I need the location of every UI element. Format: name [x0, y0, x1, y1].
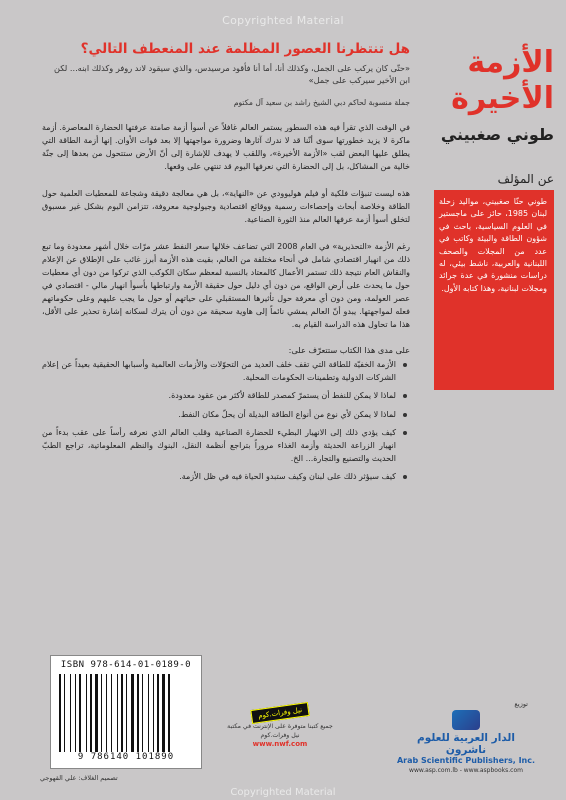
publisher-block	[396, 700, 536, 774]
barcode-bar	[70, 674, 71, 752]
barcode-bar	[117, 674, 118, 752]
barcode-bar	[86, 674, 87, 752]
publisher-logo-icon	[452, 710, 480, 730]
list-item: الأزمة الخفيّة للطاقة التي تقف خلف العديد من التحوّلات والأزمات العالمية وأسبابها الحقيقية بعيداً عن إعلام الشركات الدولية وتطمينات الحكومات المحلية.	[42, 359, 396, 384]
barcode-bar	[111, 674, 112, 752]
barcode-bar	[90, 674, 92, 752]
quote-attribution: جملة منسوبة لحاكم دبي الشيخ راشد بن سعيد آل مكتوم	[233, 98, 410, 107]
author-name: طوني صغبيني	[440, 125, 554, 144]
list-item: لماذا لا يمكن للنفط أن يستمرّ كمصدر للطاقة لأكثر من عقود معدودة.	[42, 390, 396, 403]
paragraph-1: في الوقت الذي تقرأ فيه هذه السطور يستمر العالم غافلاً عن أسوأ أزمة صامتة عرفتها الحضارة المعاصرة. أزمة ماكرة لا يزيد خطورتها سوى أنّنا قد لا ندرك آثارها وضرورة مواجهتها إلا بعد فوات الأوان. إنها أزمة الطاقة التي يطلق عليها البعض لقب «الأزمة الأخيرة»، واللقب لا يهدف للإشارة إلى أنّ الأرض ستتحول من بعدها إلى جنّة خالية من المشاكل، بل إلى الحضارة التي نعرفها اليوم قد تنتهي على وقعها.	[42, 123, 410, 171]
barcode-bar	[93, 674, 94, 752]
barcode-bar	[131, 674, 134, 752]
barcode-bar	[108, 674, 110, 752]
barcode-bar	[140, 674, 141, 752]
barcode-bar	[82, 674, 85, 752]
barcode-bar	[95, 674, 98, 752]
barcode-bar	[128, 674, 130, 752]
barcode-bar	[72, 674, 74, 752]
barcode	[50, 655, 202, 769]
barcode-bar	[155, 674, 156, 752]
barcode-bar	[124, 674, 125, 752]
barcode-bar	[77, 674, 78, 752]
title-column	[434, 45, 554, 390]
barcode-bar	[79, 674, 81, 752]
barcode-bar	[160, 674, 161, 752]
list-item: كيف يؤدي ذلك إلى الانهيار البطيء للحضارة الصناعية وقلب العالم الذي نعرفه رأساً على عقب بدءاً من انهيار الزراعة الحديثة وأزمة الغذاء مروراً بتراجع أنظمة النقل، البنوك والنظم المعلوماتية، تراجع الطبّ الحديث والتصنيع والتجارة... الخ.	[42, 427, 396, 465]
headline-question: هل تنتظرنا العصور المظلمة عند المنعطف التالي؟	[80, 41, 410, 57]
quote: «حتّى كان يركب على الجمل، وكذلك أنا، أما أنا فأقود مرسيدس، والذي سيقود لاند روفر وكذلك ابنه... لكن ابن الأخير سيركب على جمل»	[54, 63, 410, 85]
nwf-text: جميع كتبنا متوفرة على الإنترنت في مكتبة نيل وفرات.كوم	[227, 723, 333, 739]
barcode-bar	[137, 674, 139, 752]
barcode-bar	[153, 674, 154, 752]
barcode-bar	[119, 674, 120, 752]
barcode-bar	[64, 674, 65, 752]
distribution-label: توزيع	[514, 700, 528, 708]
barcode-bar	[106, 674, 107, 752]
barcode-bar	[142, 674, 143, 752]
barcode-bar	[88, 674, 89, 752]
back-cover-text	[42, 40, 410, 490]
barcode-number: 9 786140 101890	[77, 752, 175, 762]
list-item: لماذا لا يمكن لأي نوع من أنواع الطاقة البديلة أن يحلّ مكان النفط.	[42, 409, 396, 422]
barcode-bar	[150, 674, 152, 752]
barcode-bar	[113, 674, 116, 752]
watermark-bottom: Copyrighted Material	[230, 787, 336, 798]
nwf-url[interactable]: www.nwf.com	[252, 740, 308, 748]
barcode-bar	[168, 674, 170, 752]
book-title	[434, 45, 554, 117]
barcode-bars	[59, 674, 193, 752]
paragraph-3: رغم الأزمة «التحذيرية» في العام 2008 التي تضاعف خلالها سعر النفط عشر مرّات خلال أشهر معدودة وما تبع ذلك من انهيار اقتصادي شامل في أنحاء مختلفة من العالم، بقيت هذه الأزمة أبرز غائب على الإطلاق عن الإعلام والنقاش العام نتيجة ذلك تستمر الأعمال كالمعتاد بالنسبة لمعظم سكان الكوكب الذي تركوا من دون أي معطيات حول ما يحدث على أرض الواقع، من دون أي دليل حول حقيقة الأزمة وارتباطها بأسوأ انهيار مالي - اقتصادي في عصر العولمة، ومن دون أي معرفة حول تأثيرها المستقبلي على حياتهم أو حول ما يجب عليهم وعلى حكوماتهم فعله لمواجهتها. يبدو أنّ العالم يمشي نائماً إلى هاوية سحيقة من دون أن يترك لسكانه إشارة تحذير على الأقل، هذا ما تحاول هذه الدراسة القيام به.	[42, 242, 410, 329]
about-author-heading: عن المؤلف	[497, 172, 554, 186]
barcode-bar	[166, 674, 167, 752]
barcode-bar	[121, 674, 123, 752]
cover-designer: تصميم الغلاف: علي القهوجي	[40, 774, 118, 782]
book-title-line-2: الأخيرة	[451, 81, 554, 116]
watermark-top: Copyrighted Material	[222, 14, 344, 27]
nwf-block	[225, 700, 335, 748]
barcode-bar	[101, 674, 102, 752]
barcode-bar	[126, 674, 127, 752]
nwf-logo-icon: نيل وفرات.كوم	[250, 702, 310, 724]
barcode-bar	[148, 674, 149, 752]
list-item: كيف سيؤثر ذلك على لبنان وكيف ستبدو الحياة فيه في ظل الأزمة.	[42, 471, 396, 484]
barcode-bar	[59, 674, 61, 752]
barcode-bar	[162, 674, 165, 752]
barcode-bar	[157, 674, 159, 752]
about-author-text: طوني حنّا صغبيني، مواليد زحلة لبنان 1985، حائز على ماجستير في العلوم السياسية، باحث في شؤون الطاقة والبيئة وكاتب في عدد من المجلات والصحف اللبنانية والعربية، ناشط بيئي، له دراسات منشورة في عدة جرائد ومجلات لبنانية، وهذا كتابه الأول.	[434, 190, 554, 390]
paragraph-2: هذه ليست تنبؤات فلكية أو فيلم هوليوودي عن «النهاية»، بل هي معالجة دقيقة وشجاعة للمعطيات العلمية حول الطاقة وخلاصة أبحاث وإحصاءات رسمية ووقائع اقتصادية وجيولوجية معروفة، تتزامن اليوم بشكل غير مسبوق لتخلق أسوأ أزمة عرفها العالم منذ الثورة الصناعية.	[42, 189, 410, 224]
publisher-name-en: Arab Scientific Publishers, Inc.	[396, 756, 536, 765]
barcode-bar	[66, 674, 69, 752]
barcode-bar	[75, 674, 76, 752]
barcode-bar	[103, 674, 105, 752]
publisher-urls[interactable]: www.asp.com.lb - www.aspbooks.com	[409, 767, 523, 774]
book-title-line-1: الأزمة	[467, 45, 554, 80]
list-lead: على مدى هذا الكتاب ستتعرّف على:	[288, 345, 410, 355]
barcode-bar	[62, 674, 63, 752]
barcode-bar	[144, 674, 147, 752]
barcode-bar	[135, 674, 136, 752]
barcode-bar	[99, 674, 100, 752]
publisher-name-ar: الدار العربية للعلوم ناشرون	[417, 732, 515, 756]
points-list	[42, 359, 410, 484]
isbn-text: ISBN 978-614-01-0189-0	[60, 660, 192, 670]
